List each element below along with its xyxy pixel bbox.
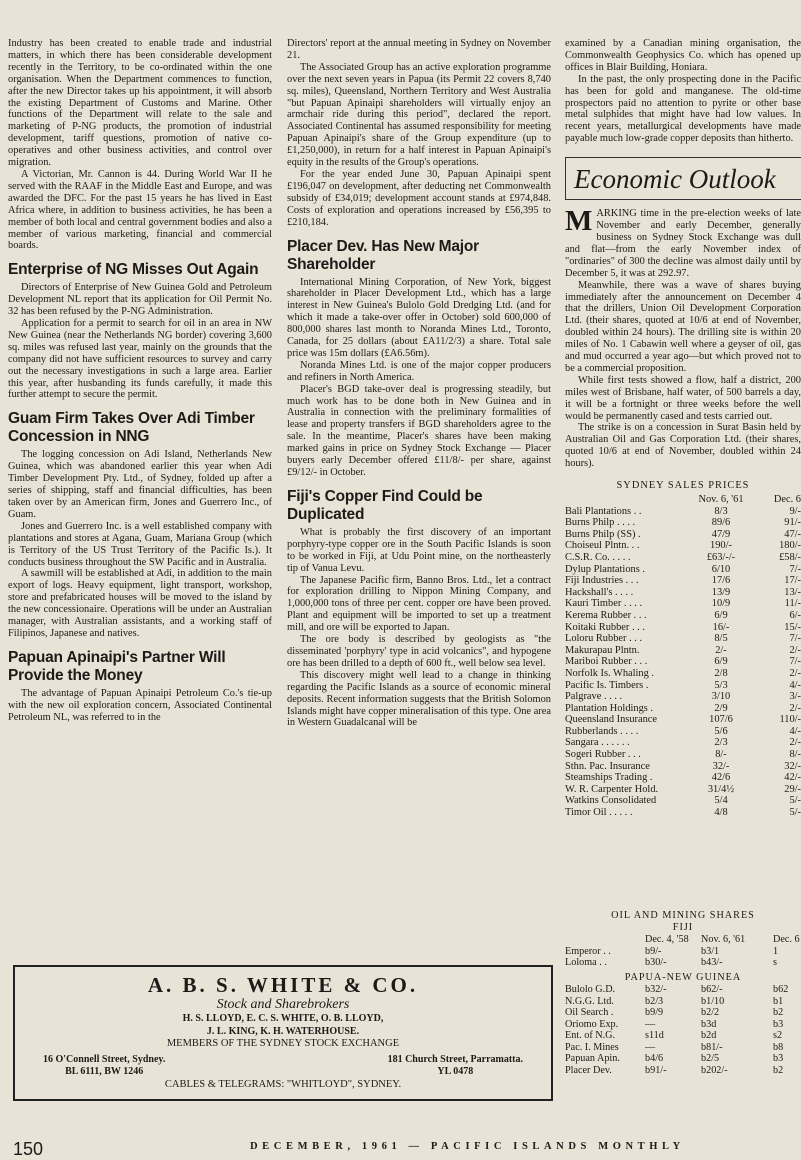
table-cell: 8/- [789,749,801,761]
table-cell: b30/- [645,957,667,968]
png-rows [565,984,801,1076]
column-header: Dec. 6 [773,934,800,945]
table-cell: 2/3 [714,737,728,749]
ad-address-sydney: 16 O'Connell Street, Sydney. BL 6111, BW 1246 [43,1053,166,1078]
table-cell: 6/9 [714,609,728,621]
table-cell: 4/8 [714,807,728,819]
table-cell: Steamships Trading . [565,772,653,784]
table-row [565,996,801,1008]
table-row [565,564,801,576]
table-row [565,737,801,749]
table-cell: £63/-/- [706,551,736,563]
page-number: 150 [13,1139,44,1159]
table-cell: 2/- [715,644,727,656]
paragraph: Industry has been created to enable trade and industrial matters, in which there has been considerable development recently in the Territory, to be co-ordinated within the one organisation. When the Department commences to function, after the new Director takes up his appointment, it will absorb the existing Department of Customs and Marine. Other functions of the Department will relate to the sale and marketing of P-NG products, the promotion of industrial development, tariff questions, promotion of native co-operatives and other business activities, and control over migration. [8,38,272,169]
table-row [565,957,801,969]
paragraph: The Japanese Pacific firm, Banno Bros. Ltd., let a contract for exploration drilling to Nippon Mining Company, and 1,000,000 tons of three per cent. copper ore have been proved. Plant and equipment will be imported to set up a treatment mill, and ore will be exported to Japan. [287,574,551,634]
table-cell: 4/- [789,725,801,737]
table-cell: b202/- [701,1064,728,1076]
table-cell: Timor Oil . . . . . [565,807,633,819]
table-cell: b91/- [645,1064,667,1076]
table-cell: 9/- [789,505,801,517]
ad-subtitle: Stock and Sharebrokers [216,997,350,1012]
table-cell: 5/- [789,807,801,819]
table-cell: b8 [773,1041,784,1053]
table-cell: 2/- [789,702,801,714]
table-cell: Bulolo G.D. [565,984,616,995]
table-row [565,946,801,958]
table-cell: 1 [773,945,779,957]
table-cell: 42/6 [711,772,731,784]
ad-address-parramatta: 181 Church Street, Parramatta. YL 0478 [387,1053,523,1078]
ad-members: MEMBERS OF THE SYDNEY STOCK EXCHANGE [166,1038,400,1050]
table-cell: b3 [773,1053,784,1064]
table-row [565,529,801,541]
table-cell: 5/3 [714,679,728,691]
table-row [565,784,801,796]
table-row [565,552,801,564]
table-cell: 8/3 [714,505,728,517]
oil-table [565,934,801,969]
table-cell: Dylup Plantations . [565,563,645,575]
table-cell: 3/- [789,691,801,703]
paragraph: The Associated Group has an active exploration programme over the next seven years in Papua (its Permit 22 covers 8,740 sq. miles), Queensland, Northern Territory and West Australia "but Papuan Apinaipi shareholders will virtually enjoy an armchair ride during this period", declared the report. Associated Continental has assumed responsibility for meeting Papuan Apinaipi's share of the Group expenditure (up to £1,250,000), in return for a half interest in Papuan Apinaipi's equity in the results of the Group's operations. [287,61,551,169]
running-footer: DECEMBER, 1961 — PACIFIC ISLANDS MONTHLY [250,1141,685,1152]
ad-cables: CABLES & TELEGRAMS: "WHITLOYD", SYDNEY. [164,1078,402,1090]
table-cell: Pac. I. Mines [565,1041,619,1053]
table-cell: Palgrave . . . . [565,691,623,703]
table-cell: 16/- [712,621,730,633]
table-cell: 6/9 [714,656,728,668]
table-cell: Kauri Timber . . . . [565,598,643,610]
table-cell: Sogeri Rubber . . . [565,749,641,761]
table-row [565,633,801,645]
table-cell: Koitaki Rubber . . . [565,621,645,633]
oil-fiji-subtitle: FIJI [672,921,694,933]
table-cell: — [645,1018,656,1030]
sales-rows [565,506,801,819]
table-cell: 8/- [715,749,727,761]
table-row [565,1007,801,1019]
table-cell: W. R. Carpenter Hold. [565,783,659,795]
headline-fiji-copper: Fiji's Copper Find Could be Duplicated [287,487,483,523]
table-cell: Mariboi Rubber . . . [565,656,648,668]
table-cell: b62/- [701,984,723,995]
table-cell: b43/- [701,957,723,968]
paragraph: The strike is on a concession in Surat Basin held by Australian Oil and Gas Corporation Ltd. (their shares, quoted 10/6 at end of November, doubled within 24 hours). [565,422,801,470]
table-row [565,807,801,819]
table-cell: b2/3 [645,995,664,1007]
table-cell: Norfolk Is. Whaling . [565,667,654,679]
table-row [565,598,801,610]
table-cell: N.G.G. Ltd. [565,995,614,1007]
paragraph: Jones and Guerrero Inc. is a well established company with plantations and stores at Agana, Guam, Mariana Group (which is Territory of the US Trust Territory of the Pacific Is.). It conducts business throughout the SW Pacific and in Australia. [8,520,272,568]
table-cell: 89/6 [711,517,731,529]
table-cell: b32/- [645,984,667,995]
table-cell: £58/- [779,551,801,563]
table-header [565,934,801,946]
table-cell: 47/9 [711,528,731,540]
table-cell: s2 [773,1030,783,1041]
png-subtitle: PAPUA-NEW GUINEA [624,971,742,983]
table-row [565,610,801,622]
table-cell: s [773,957,777,968]
table-cell: b9/- [645,945,662,957]
table-cell: Emperor . . [565,945,611,957]
table-cell: 5/- [789,795,801,807]
table-row [565,1019,801,1031]
table-cell: 47/- [784,528,801,540]
table-row [565,1030,801,1042]
column-header: Nov. 6, '61 [698,494,744,505]
paragraph: In the past, the only prospecting done in the Pacific has been for gold and manganese. The old-time prospectors paid no attention to pyrite or other base metal sulphides that might have had low values. In recent years, metallurgical developments have made payable much low-grade copper deposits than hitherto. [565,73,801,145]
table-row [565,984,801,996]
table-cell: 10/9 [711,598,731,610]
economic-outlook-box [565,157,801,200]
table-cell: s11d [645,1030,664,1041]
table-cell: 32/- [712,760,730,772]
column-header: Nov. 6, '61 [701,934,746,945]
table-cell: 2/9 [714,702,728,714]
table-cell: Watkins Consolidated [565,795,657,807]
table-row [565,1053,801,1065]
table-cell: Queensland Insurance [565,714,658,726]
table-row [565,656,801,668]
table-cell: b2/2 [701,1007,720,1018]
paragraph: Meanwhile, there was a wave of shares buying immediately after the announcement on December 4 that the drillers, Union Oil Development Corporation Ltd. (their shares, quoted at 10/6 at end of November, doubled within 24 hours). The drilling site is within 20 miles of No. 1 Cabawin well where a geyser of oil, gas and mud occurred a year ago—but which proved not to be a commercial proposition. [565,279,801,374]
economic-outlook-title: Economic Outlook [574,164,776,195]
table-row [565,587,801,599]
table-row [565,645,801,657]
table-cell: b3d [701,1018,717,1030]
table-cell: 5/4 [714,795,728,807]
table-cell: b4/6 [645,1053,664,1064]
table-cell: b1/10 [701,995,725,1007]
table-cell: 29/- [784,783,801,795]
table-row [565,622,801,634]
table-cell: b2 [773,1007,784,1018]
column-1 [8,38,272,724]
table-cell: Choiseul Plntn. . . [565,540,640,552]
table-cell: b2 [773,1064,784,1076]
paragraph: examined by a Canadian mining organisation, the Commonwealth Geophysics Co. which has opened up offices in Blair Building, Honiara. [565,38,801,73]
headline-placer-dev: Placer Dev. Has New Major Shareholder [287,237,479,273]
table-cell: 2/- [789,667,801,679]
table-cell: Hackshall's . . . . [565,586,634,598]
paragraph: Placer's BGD take-over deal is progressing steadily, but much work has to be done both in New Guinea and in Australia in connection with the preliminary formalities of lease and property transfers if BGD shareholders agree to the sale. In the meantime, Placer's shares have been making marked gains in price on Sydney Stock Exchange — Placer buyers early December offered £11/8/- per share, against £9/12/- in October. [287,383,551,478]
headline-guam-firm: Guam Firm Takes Over Adi Timber Concession in NNG [8,410,255,446]
table-row [565,1065,801,1077]
table-cell: b9/9 [645,1007,664,1018]
table-cell: 2/- [789,644,801,656]
table-row [565,714,801,726]
table-row [565,575,801,587]
table-cell: 31/4½ [707,783,735,795]
paragraph: Application for a permit to search for oil in an area in NW New Guinea (near the Netherlands NG border) covering 3,600 sq. miles was refused last year, mainly on the grounds that the company did not have sufficient resources to survey and carry out the necessary investigations in such a large area. Earlier this year, after husbanding its funds carefully, it made this further attempt to secure the permit. [8,318,272,401]
table-cell: Bali Plantations . . [565,505,642,517]
table-cell: 17/- [784,575,801,587]
table-cell: C.S.R. Co. . . . . [565,551,631,563]
table-cell: 8/5 [714,633,728,645]
paragraph: The advantage of Papuan Apinaipi Petroleum Co.'s tie-up with the new oil exploration concern, Associated Continental Petroleum NL, was referred to in the [8,687,272,723]
table-cell: b3 [773,1018,784,1030]
table-cell: b62 [773,984,789,995]
table-cell: Loloma . . [565,957,607,968]
ad-partners: H. S. LLOYD, E. C. S. WHITE, O. B. LLOYD, [182,1013,384,1024]
ad-addresses [15,1054,551,1079]
paragraph: Directors' report at the annual meeting in Sydney on November 21. [287,38,551,61]
table-cell: 4/- [789,679,801,691]
table-row [565,680,801,692]
table-row [565,726,801,738]
paragraph: International Mining Corporation, of New York, biggest shareholder in Placer Development Ltd., which has a large interest in New Guinea's Bulolo Gold Dredging Ltd. (and for which it made a take-over offer in October) sold 600,000 of 800,000 shares last month to Noranda Mines Ltd., Toronto, Canada, for 25 dollars (about £A11/2/3) a share. Total sale price was 15m dollars (£A6.56m). [287,276,551,359]
png-table [565,984,801,1076]
column-3 [565,38,801,819]
table-cell: Fiji Industries . . . [565,575,639,587]
table-row [565,1042,801,1054]
table-row [565,691,801,703]
paragraph: A Victorian, Mr. Cannon is 44. During World War II he served with the RAAF in the Middle East and Europe, and was awarded the DFC. For the past 15 years he has lived in East Africa where, in addition to business activities, he has been a member of both local and central government bodies and also a member of various marketing, financial and commercial boards. [8,168,272,252]
table-row [565,761,801,773]
headline-papuan-apinaipi: Papuan Apinaipi's Partner Will Provide the Money [8,648,226,684]
oil-mining-shares [565,910,801,1076]
paragraph: The ore body is described by geologists as "the disseminated 'porphyry' type in acid volcanics", and hypogene ore has been drilled to a depth of 600 ft., well below sea level. [287,634,551,669]
table-cell: Sthn. Pac. Insurance [565,760,650,772]
table-cell: 5/6 [714,725,728,737]
table-row [565,506,801,518]
table-cell: Rubberlands . . . . [565,725,639,737]
table-cell: 13/- [784,586,801,598]
table-cell: 11/- [784,598,801,610]
table-cell: 91/- [784,517,801,529]
table-cell: Papuan Apin. [565,1053,620,1064]
table-row [565,540,801,552]
table-row [565,749,801,761]
table-cell: 2/8 [714,667,728,679]
ad-firm-name: A. B. S. WHITE & CO. [147,973,419,997]
table-cell: 110/- [779,714,801,726]
paragraph: This discovery might well lead to a change in thinking regarding the Pacific Islands as a source of economic mineral deposits. Recent information suggests that the British Solomon Islands might have copper mineralisation of this type. One area in Western Guadalcanal will be [287,669,551,729]
table-cell: Placer Dev. [565,1064,612,1076]
table-cell: Oil Search . [565,1007,614,1018]
table-cell: 7/- [789,563,801,575]
page-footer [0,1131,801,1159]
table-row [565,668,801,680]
table-row [565,517,801,529]
fiji-rows [565,946,801,969]
table-cell: 42/- [784,772,801,784]
table-cell: 107/6 [709,714,733,726]
table-cell: — [645,1041,656,1053]
table-cell: b3/1 [701,945,720,957]
table-cell: 17/6 [711,575,731,587]
table-cell: Plantation Holdings . [565,702,654,714]
table-cell: 7/- [789,633,801,645]
table-row [565,703,801,715]
paragraph: Directors of Enterprise of New Guinea Gold and Petroleum Development NL report that its application for Oil Permit No. 32 has been refused by the P-NG Administration. [8,282,272,318]
table-cell: Burns Philp . . . . [565,517,636,529]
table-cell: b81/- [701,1041,723,1053]
column-2 [287,38,551,729]
table-cell: Loloru Rubber . . . [565,633,643,645]
paragraph: MARKING time in the pre-election weeks of late November and early December, generally business on Sydney Stock Exchange was dull and flat—from the early November index of "ordinaries" of 300 the decline was almost daily until by December 5, it was at 292.97. [565,205,801,279]
table-cell: b1 [773,995,784,1007]
table-row [565,772,801,784]
oil-table-title: OIL AND MINING SHARES [611,910,755,921]
table-cell: b2/5 [701,1053,720,1064]
table-cell: 180/- [779,540,801,552]
table-cell: Ent. of N.G. [565,1030,616,1041]
advertisement [13,965,553,1101]
table-header [565,494,801,506]
paragraph: A sawmill will be established at Adi, in addition to the main export of logs. Heavy equipment, light transport, workshop, store and prefabricated houses will be moved to the island by the new concessionaire. Operations will be under an Australian manager, with Australian assistants, and a working staff of Filipinos, Japanese and natives. [8,568,272,639]
drop-cap: M [565,205,593,238]
table-cell: 3/10 [711,691,731,703]
headline-enterprise: Enterprise of NG Misses Out Again [8,261,259,279]
column-header: Dec. 6 [773,494,801,505]
paragraph: For the year ended June 30, Papuan Apinaipi spent £196,047 on development, after deducting net Commonwealth subsidy of £34,019; development account stands at £974,848. Costs of exploration and operations increased by £56,395 to £210,184. [287,168,551,228]
table-row [565,795,801,807]
table-cell: 6/10 [711,563,731,575]
column-header: Dec. 4, '58 [645,934,689,945]
table-cell: 13/9 [711,586,731,598]
paragraph: Noranda Mines Ltd. is one of the major copper producers and refiners in North America. [287,359,551,383]
paragraph: The logging concession on Adi Island, Netherlands New Guinea, which was abandoned earlier this year when Adi Timber Development Pty. Ltd., of Sydney, folded up after a series of shipping, staff and financial difficulties, has been taken over by an American firm, Jones and Guerrero Inc., of Guam. [8,449,272,520]
table-cell: 32/- [784,760,801,772]
table-cell: Kerema Rubber . . . [565,609,647,621]
paragraph: What is probably the first discovery of an important porphyry-type copper ore in the South Pacific Islands is soon to be worked in Fiji, at Udu Point mine, on the northeasterly tip of Vanua Levu. [287,526,551,574]
table-cell: 15/- [784,621,801,633]
col1-intro [8,38,272,252]
table-cell: Pacific Is. Timbers . [565,679,649,691]
table-cell: 7/- [789,656,801,668]
table-cell: b2d [701,1030,717,1041]
table-cell: 6/- [789,609,801,621]
table-cell: Sangara . . . . . . [565,737,630,749]
ad-partners: J. L. KING, K. H. WATERHOUSE. [206,1025,360,1037]
table-cell: 190/- [710,540,732,552]
sales-table-title: SYDNEY SALES PRICES [616,480,750,492]
paragraph: While first tests showed a flow, half a district, 200 miles west of Brisbane, half water, of 500 barrels a day, it will be a fortnight or three weeks before the well would be permanently cased and tests carried out. [565,374,801,422]
table-cell: Makurapau Plntn. [565,644,640,656]
table-cell: 2/- [789,737,801,749]
table-cell: Oriomo Exp. [565,1018,619,1030]
table-cell: Burns Philp (SS) . [565,528,641,540]
sales-table [565,494,801,819]
